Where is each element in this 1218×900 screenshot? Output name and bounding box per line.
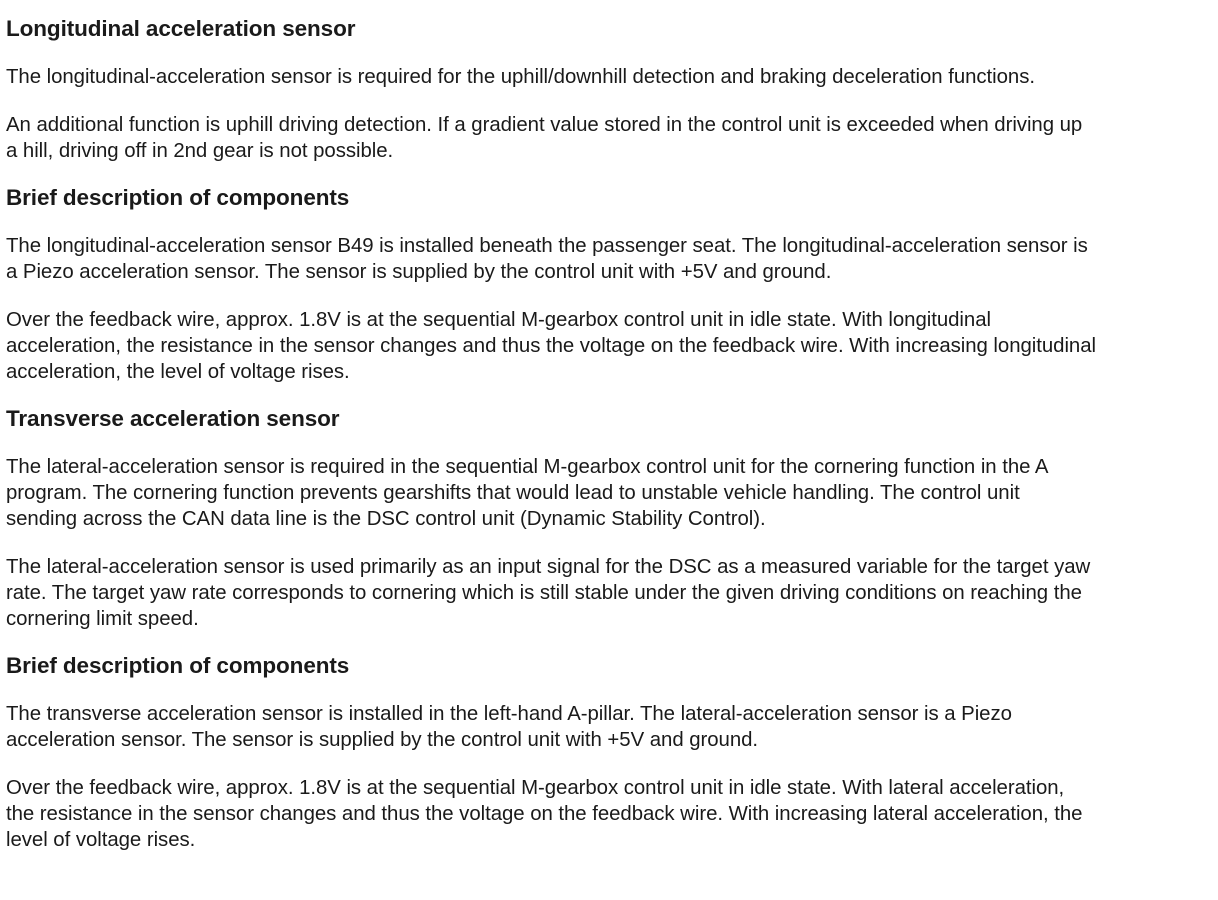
paragraph: The longitudinal-acceleration sensor B49 is installed beneath the passenger seat. The longitudinal-acceleration sensor is a Piezo acceleration sensor. The sensor is supplied by the control unit with +5V and ground. [6, 235, 1088, 283]
heading-brief-description-longitudinal: Brief description of components [6, 185, 350, 210]
paragraph: Over the feedback wire, approx. 1.8V is at the sequential M-gearbox control unit in idle state. With lateral acceleration, the resistance in the sensor changes and thus the voltage on the feedback wire. With increasing lateral acceleration, the level of voltage rises. [6, 777, 1083, 851]
paragraph: An additional function is uphill driving detection. If a gradient value stored in the control unit is exceeded when driving up a hill, driving off in 2nd gear is not possible. [6, 114, 1083, 162]
paragraph: The lateral-acceleration sensor is required in the sequential M-gearbox control unit for the cornering function in the A program. The cornering function prevents gearshifts that would lead to unstable vehicle handling. The control unit sending across the CAN data line is the DSC control unit (Dynamic Stability Control). [6, 456, 1048, 530]
paragraph: The longitudinal-acceleration sensor is required for the uphill/downhill detection and braking deceleration functions. [6, 66, 1035, 88]
paragraph: The transverse acceleration sensor is installed in the left-hand A-pillar. The lateral-acceleration sensor is a Piezo acceleration sensor. The sensor is supplied by the control unit with +5V and ground. [6, 703, 1012, 751]
heading-transverse-sensor: Transverse acceleration sensor [6, 406, 340, 431]
paragraph: The lateral-acceleration sensor is used primarily as an input signal for the DSC as a measured variable for the target yaw rate. The target yaw rate corresponds to cornering which is still stable under the given driving conditions on reaching the cornering limit speed. [6, 556, 1091, 630]
heading-longitudinal-sensor: Longitudinal acceleration sensor [6, 16, 356, 41]
paragraph: Over the feedback wire, approx. 1.8V is at the sequential M-gearbox control unit in idle state. With longitudinal acceleration, the resistance in the sensor changes and thus the voltage on the feedback wire. With increasing longitudinal acceleration, the level of voltage rises. [6, 309, 1096, 383]
heading-brief-description-transverse: Brief description of components [6, 653, 350, 678]
